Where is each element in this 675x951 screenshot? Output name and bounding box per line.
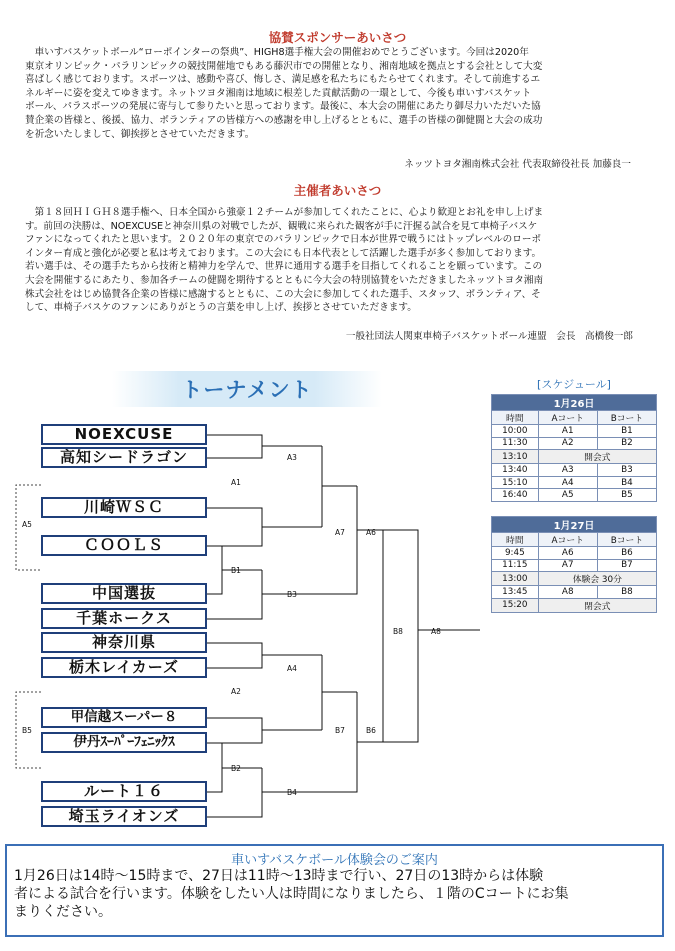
schedule-header-b: Bコート — [597, 533, 656, 547]
schedule-row: 13:45 A8 B8 — [492, 586, 657, 599]
schedule-header-time: 時間 — [492, 533, 539, 547]
match-label-b6: B6 — [366, 726, 376, 735]
match-label-b7: B7 — [335, 726, 345, 735]
schedule-header-a: Aコート — [538, 533, 597, 547]
match-label-a2: A2 — [231, 687, 241, 696]
schedule-header-time: 時間 — [492, 411, 539, 425]
schedule-header-b: Bコート — [597, 411, 656, 425]
team-kawasaki-wsc: 川崎ＷＳＣ — [41, 497, 207, 518]
schedule-row: 15:20 閉会式 — [492, 598, 657, 612]
schedule-row: 15:10 A4 B4 — [492, 476, 657, 489]
sponsor-signature: ネッツトヨタ湘南株式会社 代表取締役社長 加藤良一 — [404, 159, 631, 170]
sponsor-title: 協賛スポンサーあいさつ — [268, 30, 407, 45]
match-label-a3: A3 — [287, 453, 297, 462]
schedule-row: 11:15 A7 B7 — [492, 559, 657, 572]
match-label-a1: A1 — [231, 478, 241, 487]
match-label-a5: A5 — [22, 520, 32, 529]
team-tochigi-lakers: 栃木レイカーズ — [41, 657, 207, 678]
schedule-row: 16:40 A5 B5 — [492, 489, 657, 502]
info-title: 車いすバスケボール体験会のご案内 — [231, 853, 438, 868]
schedule-title: [スケジュール] — [537, 378, 611, 391]
schedule-row: 13:00 体験会 30分 — [492, 572, 657, 586]
team-route16: ルート１６ — [41, 781, 207, 802]
organizer-title: 主催者あいさつ — [293, 183, 382, 198]
match-label-a7: A7 — [335, 528, 345, 537]
team-kochi-sea-dragon: 高知シードラゴン — [41, 447, 207, 468]
team-itami-super-phoenix: 伊丹ｽｰﾊﾟｰﾌｪﾆｯｸｽ — [41, 732, 207, 753]
team-chugoku-senbatsu: 中国選抜 — [41, 583, 207, 604]
team-kanagawa: 神奈川県 — [41, 632, 207, 653]
schedule-row: 13:40 A3 B3 — [492, 464, 657, 477]
match-label-b2: B2 — [231, 764, 241, 773]
team-noexcuse: NOEXCUSE — [41, 424, 207, 445]
organizer-signature: 一般社団法人関東車椅子バスケットボール連盟 会長 高橋俊一郎 — [345, 331, 633, 342]
match-label-b3: B3 — [287, 590, 297, 599]
schedule-row: 11:30 A2 B2 — [492, 437, 657, 450]
match-label-b4: B4 — [287, 788, 297, 797]
team-koshinetsu-super8: 甲信越スーパー８ — [41, 707, 207, 728]
match-label-b8: B8 — [393, 627, 403, 636]
match-label-b5: B5 — [22, 726, 32, 735]
match-label-a8: A8 — [431, 627, 441, 636]
schedule-row: 9:45 A6 B6 — [492, 547, 657, 560]
match-label-a4: A4 — [287, 664, 297, 673]
schedule-row: 10:00 A1 B1 — [492, 425, 657, 438]
team-cools: ＣＯＯＬＳ — [41, 535, 207, 556]
schedule-day2-table — [491, 516, 657, 613]
sponsor-message: 車いすバスケットボール“ローポインターの祭典”、HIGH8選手権大会の開催おめでとうございます。今回は2020年 東京オリンピック・パラリンピックの競技開催地でもある藤沢市での開催となり、湘南地域を拠点とする会社として大変 喜ばしく感じております。スポーツは、感動や喜び、悔しさ、満足感を私たちにもたらせてくれます。そして前進するエ ネルギーに姿を変えてゆきます。ネットツヨタ湘南は地域に根差した貢献活動の一環として、今後も車いすバスケット ボール、パラスポーツの発展に寄与して参りたいと思っております。最後に、本大会の開催にあたり御尽力いただいた協 賛企業の皆様と、後援、協力、ボランティアの皆様方への感謝を申し上げるとともに、選手の皆様の御健闘と大会の成功 を祈念いたしまして、御挨拶とさせていただきます。 — [25, 47, 543, 140]
info-text: 1月26日は14時～15時まで、27日は11時～13時まで行い、27日の13時からは体験 者による試合を行います。体験をしたい人は時間になりましたら、１階のCコートにお集 まりください。 — [14, 868, 569, 920]
tournament-title: トーナメント — [181, 378, 313, 402]
schedule-day1-table — [491, 394, 657, 502]
match-label-b1: B1 — [231, 566, 241, 575]
team-saitama-lions: 埼玉ライオンズ — [41, 806, 207, 827]
schedule-row: 13:10 開会式 — [492, 450, 657, 464]
team-chiba-hawks: 千葉ホークス — [41, 608, 207, 629]
organizer-message: 第１８回ＨＩＧＨ８選手権へ、日本全国から強豪１２チームが参加してくれたことに、心より歓迎とお礼を申し上げま す。前回の決勝は、NOEXCUSEと神奈川県の対戦でしたが、観戦に来られた観客が手に汗握る試合を見て車椅子バスケ ファンになってくれたと思います。２０２０年の東京でのパラリンピックで日本が世界で戦うにはトップレベルのローポ インター育成と強化が必要と私は考えております。この大会にも日本代表として活躍した選手が多く参加しております。 若い選手は、その選手たちから技術と精神力を学んで、世界に通用する選手を目指してくれることを願っています。この 大会を開催するにあたり、参加各チームの健闘を期待するとともに今大会の特別協賛をいただきましたネッツトヨタ湘南 株式会社をはじめ協賛各企業の皆様に感謝するとともに、この大会に参加してくれた選手、スタッフ、ボランティア、そ して、車椅子バスケのファンにありがとうの言葉を申し上げ、挨拶とさせていただきます。 — [25, 207, 544, 314]
match-label-a6: A6 — [366, 528, 376, 537]
schedule-day1-date: 1月26日 — [492, 395, 657, 411]
schedule-header-a: Aコート — [538, 411, 597, 425]
schedule-day2-date: 1月27日 — [492, 517, 657, 533]
